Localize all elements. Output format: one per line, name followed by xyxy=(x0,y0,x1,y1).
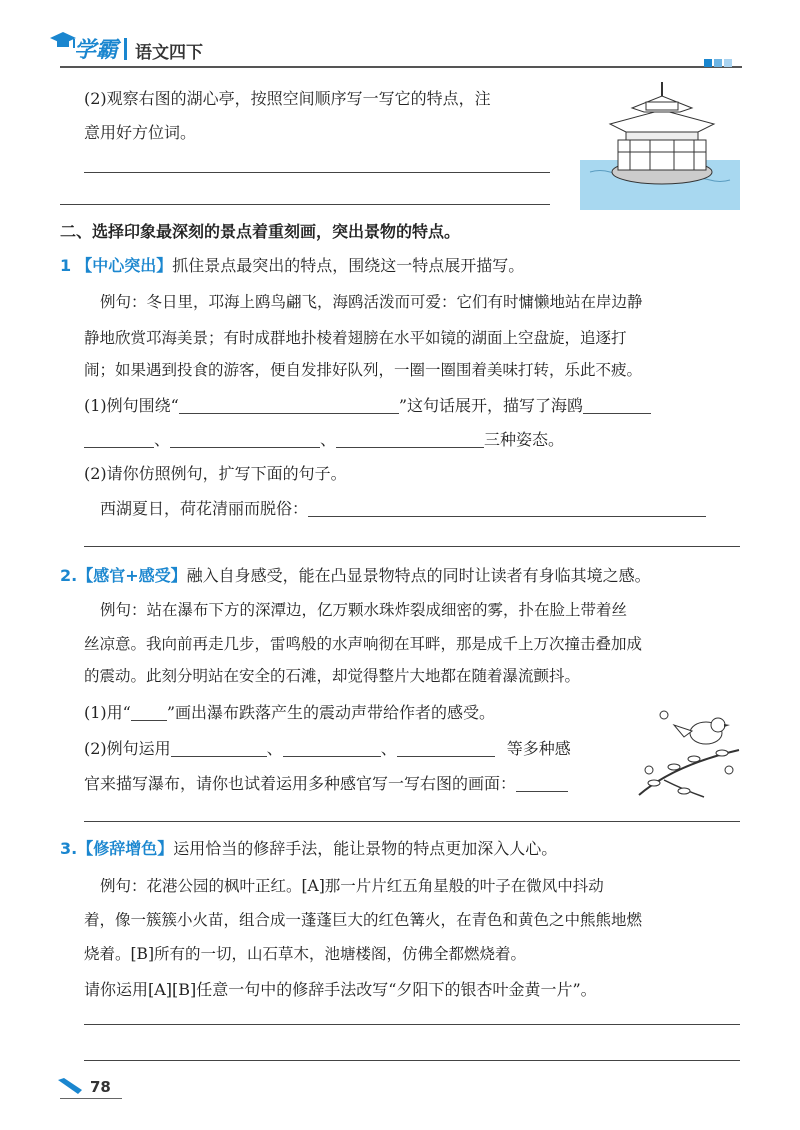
blank xyxy=(131,704,167,721)
blank xyxy=(84,431,154,448)
lake-pavilion-image xyxy=(580,80,740,210)
example-line: 例句：站在瀑布下方的深潭边，亿万颗水珠炸裂成细密的雾，扑在脸上带着丝 xyxy=(100,601,628,619)
blank xyxy=(397,740,495,757)
item1-q1-line2: 、 、 三种姿态。 xyxy=(84,427,564,450)
example-line: 烧着。[B]所有的一切，山石草木，池塘楼阁，仿佛全都燃烧着。 xyxy=(84,945,526,963)
item3-question: 请你运用[A][B]任意一句中的修辞手法改写“夕阳下的银杏叶金黄一片”。 xyxy=(84,980,597,999)
example-line: 静地欣赏邛海美景；有时成群地扑棱着翅膀在水平如镜的湖面上空盘旋，追逐打 xyxy=(84,329,627,347)
item1-q1-line1: (1)例句围绕“ ”这句话展开，描写了海鸥 xyxy=(84,393,651,416)
item-number: 3. xyxy=(60,839,78,858)
item2-q2-line1: (2)例句运用 、 、 等多种感 xyxy=(84,739,571,758)
blank xyxy=(170,431,320,448)
item-desc: 融入自身感受，能在凸显景物特点的同时让读者有身临其境之感。 xyxy=(186,566,651,585)
item-desc: 运用恰当的修辞手法，能让景物的特点更加深入人心。 xyxy=(173,839,558,858)
example-line: 着，像一簇簇小火苗，组合成一蓬蓬巨大的红色篝火，在青色和黄色之中熊熊地燃 xyxy=(84,911,643,929)
page-number: 78 xyxy=(90,1078,111,1096)
example-line: 丝凉意。我向前再走几步，雷鸣般的水声响彻在耳畔，那是成千上万次撞击叠加成 xyxy=(84,635,643,653)
pen-icon xyxy=(58,1078,84,1096)
answer-line xyxy=(84,821,740,822)
item-desc: 抓住景点最突出的特点，围绕这一特点展开描写。 xyxy=(172,256,525,275)
answer-line xyxy=(84,546,740,547)
q-top-line1: (2)观察右图的湖心亭，按照空间顺序写一写它的特点，注 xyxy=(84,89,491,108)
header-rule xyxy=(60,66,742,68)
item2-heading xyxy=(60,563,651,586)
answer-line xyxy=(84,1060,740,1061)
item-tag: 【感官+感受】 xyxy=(77,566,187,585)
item1-heading xyxy=(60,253,524,276)
subject-title: 语文四下 xyxy=(135,43,203,63)
brand-divider xyxy=(124,38,127,60)
answer-line xyxy=(60,204,550,205)
answer-line xyxy=(84,172,550,173)
blank xyxy=(283,740,381,757)
brand-logo: 学霸 xyxy=(74,38,119,63)
blank xyxy=(179,397,399,414)
example-line: 的震动。此刻分明站在安全的石滩，却觉得整片大地都在随着瀑流颤抖。 xyxy=(84,667,581,685)
item-tag: 【修辞增色】 xyxy=(77,839,174,858)
item3-heading xyxy=(60,836,557,859)
blank xyxy=(171,740,267,757)
item1-q2-sentence: 西湖夏日，荷花清丽而脱俗： xyxy=(100,496,706,519)
header xyxy=(0,0,800,75)
answer-line xyxy=(84,1024,740,1025)
item1-q2: (2)请你仿照例句，扩写下面的句子。 xyxy=(84,464,347,483)
item-number: 1 xyxy=(60,256,72,275)
q-top-line2: 意用好方位词。 xyxy=(84,123,197,142)
footer-rule xyxy=(60,1098,122,1099)
item-tag: 【中心突出】 xyxy=(76,256,173,275)
example-line: 例句：冬日里，邛海上鸥鸟翩飞，海鸥活泼而可爱：它们有时慵懒地站在岸边静 xyxy=(100,293,643,311)
item2-q1: (1)用“ ”画出瀑布跌落产生的震动声带给作者的感受。 xyxy=(84,703,496,722)
item2-q2-line2: 官来描写瀑布，请你也试着运用多种感官写一写右图的画面： xyxy=(84,771,568,794)
example-line: 闹；如果遇到投食的游客，便自发排好队列，一圈一圈围着美味打转，乐此不疲。 xyxy=(84,361,643,379)
header-deco-squares xyxy=(704,52,732,71)
section-title: 二、选择印象最深刻的景点着重刻画，突出景物的特点。 xyxy=(60,222,461,241)
item-number: 2. xyxy=(60,566,78,585)
blank xyxy=(583,397,651,414)
example-line: 例句：花港公园的枫叶正红。[A]那一片片红五角星般的叶子在微风中抖动 xyxy=(100,877,604,895)
blank xyxy=(336,431,484,448)
footer xyxy=(0,1070,800,1130)
blank xyxy=(308,500,706,517)
blank xyxy=(516,775,568,792)
bird-on-branch-image xyxy=(634,695,744,805)
